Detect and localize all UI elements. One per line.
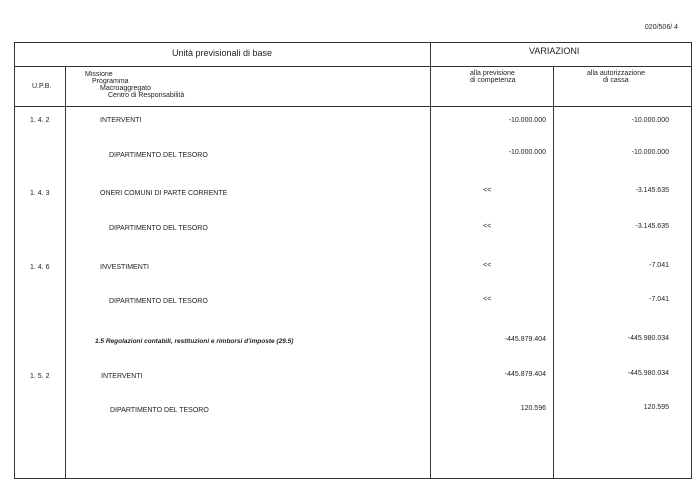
cassa-column-divider <box>553 66 554 479</box>
row-competenza: -445.879.404 <box>504 371 546 378</box>
row-description: DIPARTIMENTO DEL TESORO <box>110 407 209 414</box>
row-description-heading: 1.5 Regolazioni contabili, restituzioni e rimborsi d'imposte (29.5) <box>95 338 294 345</box>
header-divider <box>14 66 692 67</box>
row-competenza: << <box>483 296 492 303</box>
row-cassa: 120.595 <box>643 404 669 411</box>
row-competenza: 120.596 <box>520 405 546 412</box>
header-programma: Programma <box>92 78 129 85</box>
header-cassa-line2: di cassa <box>603 77 629 84</box>
row-cassa: -7.041 <box>649 296 669 303</box>
header-bottom-border <box>14 106 692 107</box>
header-left-title: Unità previsionali di base <box>172 48 273 58</box>
table-left-border <box>14 42 15 479</box>
table-bottom-border <box>14 478 692 479</box>
upb-column-divider <box>65 66 66 479</box>
row-upb: 1. 5. 2 <box>30 373 50 380</box>
row-competenza: -10.000.000 <box>508 117 546 124</box>
row-description: DIPARTIMENTO DEL TESORO <box>109 225 208 232</box>
row-description: INTERVENTI <box>101 373 143 380</box>
row-cassa: -3.145.635 <box>635 187 669 194</box>
variazioni-column-divider <box>430 42 431 479</box>
row-upb: 1. 4. 6 <box>30 264 50 271</box>
row-cassa: -10.000.000 <box>631 117 669 124</box>
row-description: INTERVENTI <box>100 117 142 124</box>
header-missione: Missione <box>85 71 113 78</box>
row-cassa: -7.041 <box>649 262 669 269</box>
row-description: DIPARTIMENTO DEL TESORO <box>109 152 208 159</box>
row-competenza: << <box>483 187 492 194</box>
row-description: ONERI COMUNI DI PARTE CORRENTE <box>100 190 228 197</box>
row-competenza: << <box>483 262 492 269</box>
table-right-border <box>691 42 692 479</box>
row-competenza: << <box>483 223 492 230</box>
row-cassa: -445.980.034 <box>627 335 669 342</box>
row-cassa: -445.980.034 <box>627 370 669 377</box>
header-cassa-line1: alla autorizzazione <box>587 70 645 77</box>
page-reference: 020/506/ 4 <box>644 24 678 31</box>
row-cassa: -10.000.000 <box>631 149 669 156</box>
header-macroaggregato: Macroaggregato <box>100 85 151 92</box>
row-upb: 1. 4. 2 <box>30 117 50 124</box>
header-competenza-line2: di competenza <box>470 77 516 84</box>
header-competenza-line1: alla previsione <box>470 70 515 77</box>
row-competenza: -10.000.000 <box>508 149 546 156</box>
header-upb: U.P.B. <box>32 83 52 90</box>
table-top-border <box>14 42 692 43</box>
row-competenza: -445.879.404 <box>504 336 546 343</box>
row-cassa: -3.145.635 <box>635 223 669 230</box>
header-centro-responsabilita: Centro di Responsabilità <box>108 92 185 99</box>
row-description: INVESTIMENTI <box>100 264 150 271</box>
row-upb: 1. 4. 3 <box>30 190 50 197</box>
header-variazioni-title: VARIAZIONI <box>529 46 580 56</box>
row-description: DIPARTIMENTO DEL TESORO <box>109 298 208 305</box>
